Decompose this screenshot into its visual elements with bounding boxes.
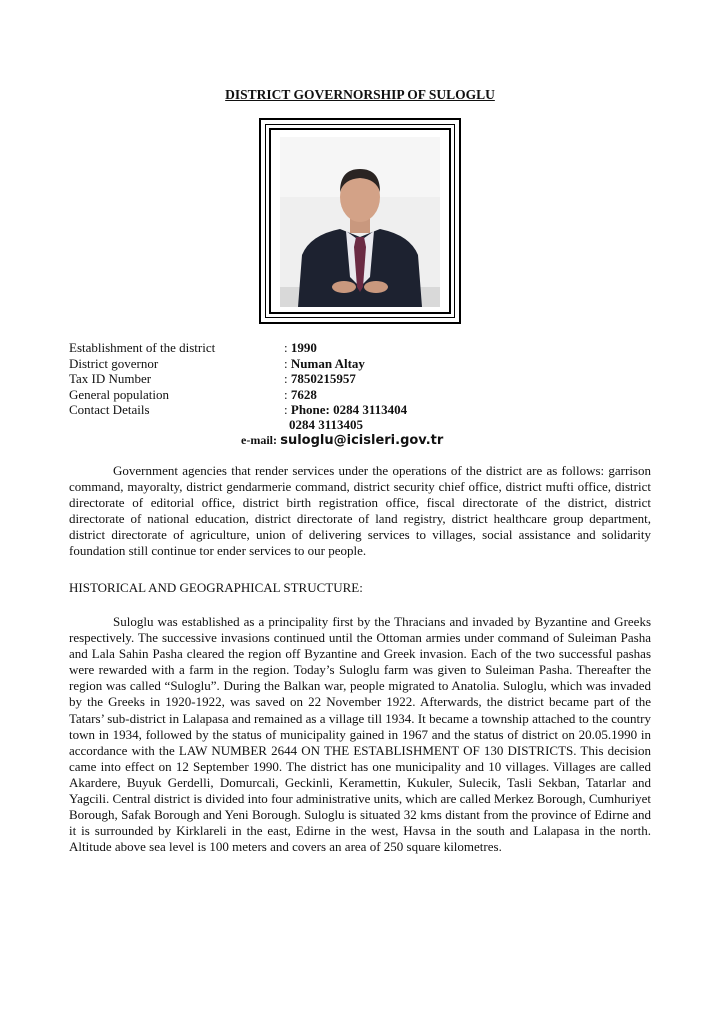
email-line: [241, 432, 443, 448]
photo-frame: [259, 118, 461, 324]
district-info-list: [69, 340, 669, 418]
email-label: e-mail:: [241, 433, 277, 447]
email-link[interactable]: suloglu@icisleri.gov.tr: [280, 433, 444, 448]
governor-portrait: [280, 137, 440, 307]
info-row-tax-id: Tax ID Number : 7850215957: [69, 371, 356, 387]
info-row-population: General population : 7628: [69, 386, 317, 402]
page-title: DISTRICT GOVERNORSHIP OF SULOGLU: [225, 87, 495, 102]
info-row-establishment: Establishment of the district : 1990: [69, 340, 317, 355]
info-row-contact: Contact Details : Phone: 0284 3113404: [69, 402, 408, 418]
second-phone-number: 0284 3113405: [289, 417, 364, 432]
info-row-governor: District governor : Numan Altay: [69, 355, 365, 371]
services-paragraph: Government agencies that render services under the operations of the district are as follows: garrison command, mayoralty, district gendarmerie command, district security chief office, district mufti office, district directorate of editorial office, district birth registration office, fiscal directorate of the district, district directorate of national education, district directorate of land registry, district healthcare group department, district directorate of agriculture, union of delivering services to villages, social assistance and solidarity foundation still continue tor ender services to our people.: [69, 463, 651, 559]
section-heading: HISTORICAL AND GEOGRAPHICAL STRUCTURE:: [69, 580, 363, 595]
history-paragraph: Suloglu was established as a principality first by the Thracians and invaded by Byzantine and Greeks respectively. The successive invasions continued until the Ottoman armies under command of Suleiman Pasha and Lala Sahin Pasha cleared the region off Byzantine and Greek invasion. Each of the two successful pashas were rewarded with a farm in the region. Today’s Suloglu farm was given to Suleiman Pasha. Thereafter the region was called “Suloglu”. During the Balkan war, people migrated to Anatolia. Suloglu, which was invaded by the Greeks in 1920-1922, was saved on 22 November 1922. Afterwards, the district became part of the Tatars’ sub-district in Lalapasa and remained as a village till 1934. It became a township attached to the country town in 1934, followed by the status of municipality gained in 1967 and the status of district on 20.05.1990 in accordance with the LAW NUMBER 2644 ON THE ESTABLISHMENT OF 130 DISTRICTS. This decision came into effect on 12 September 1990. The district has one municipality and 10 villages. Villages are called Akardere, Buyuk Gerdelli, Domurcali, Geckinli, Keramettin, Kukuler, Sulecik, Tasli Sekban, Tatarlar and Yagcili. Central district is divided into four administrative units, which are called Merkez Borough, Cumhuriyet Borough, Safak Borough and Yeni Borough. Suloglu is situated 32 kms distant from the province of Edirne and it is surrounded by Kirklareli in the east, Edirne in the west, Havsa in the south and Lalapasa in the north. Altitude above sea level is 100 meters and covers an area of 250 square kilometres.: [69, 614, 651, 855]
portrait-illustration: [280, 137, 440, 307]
